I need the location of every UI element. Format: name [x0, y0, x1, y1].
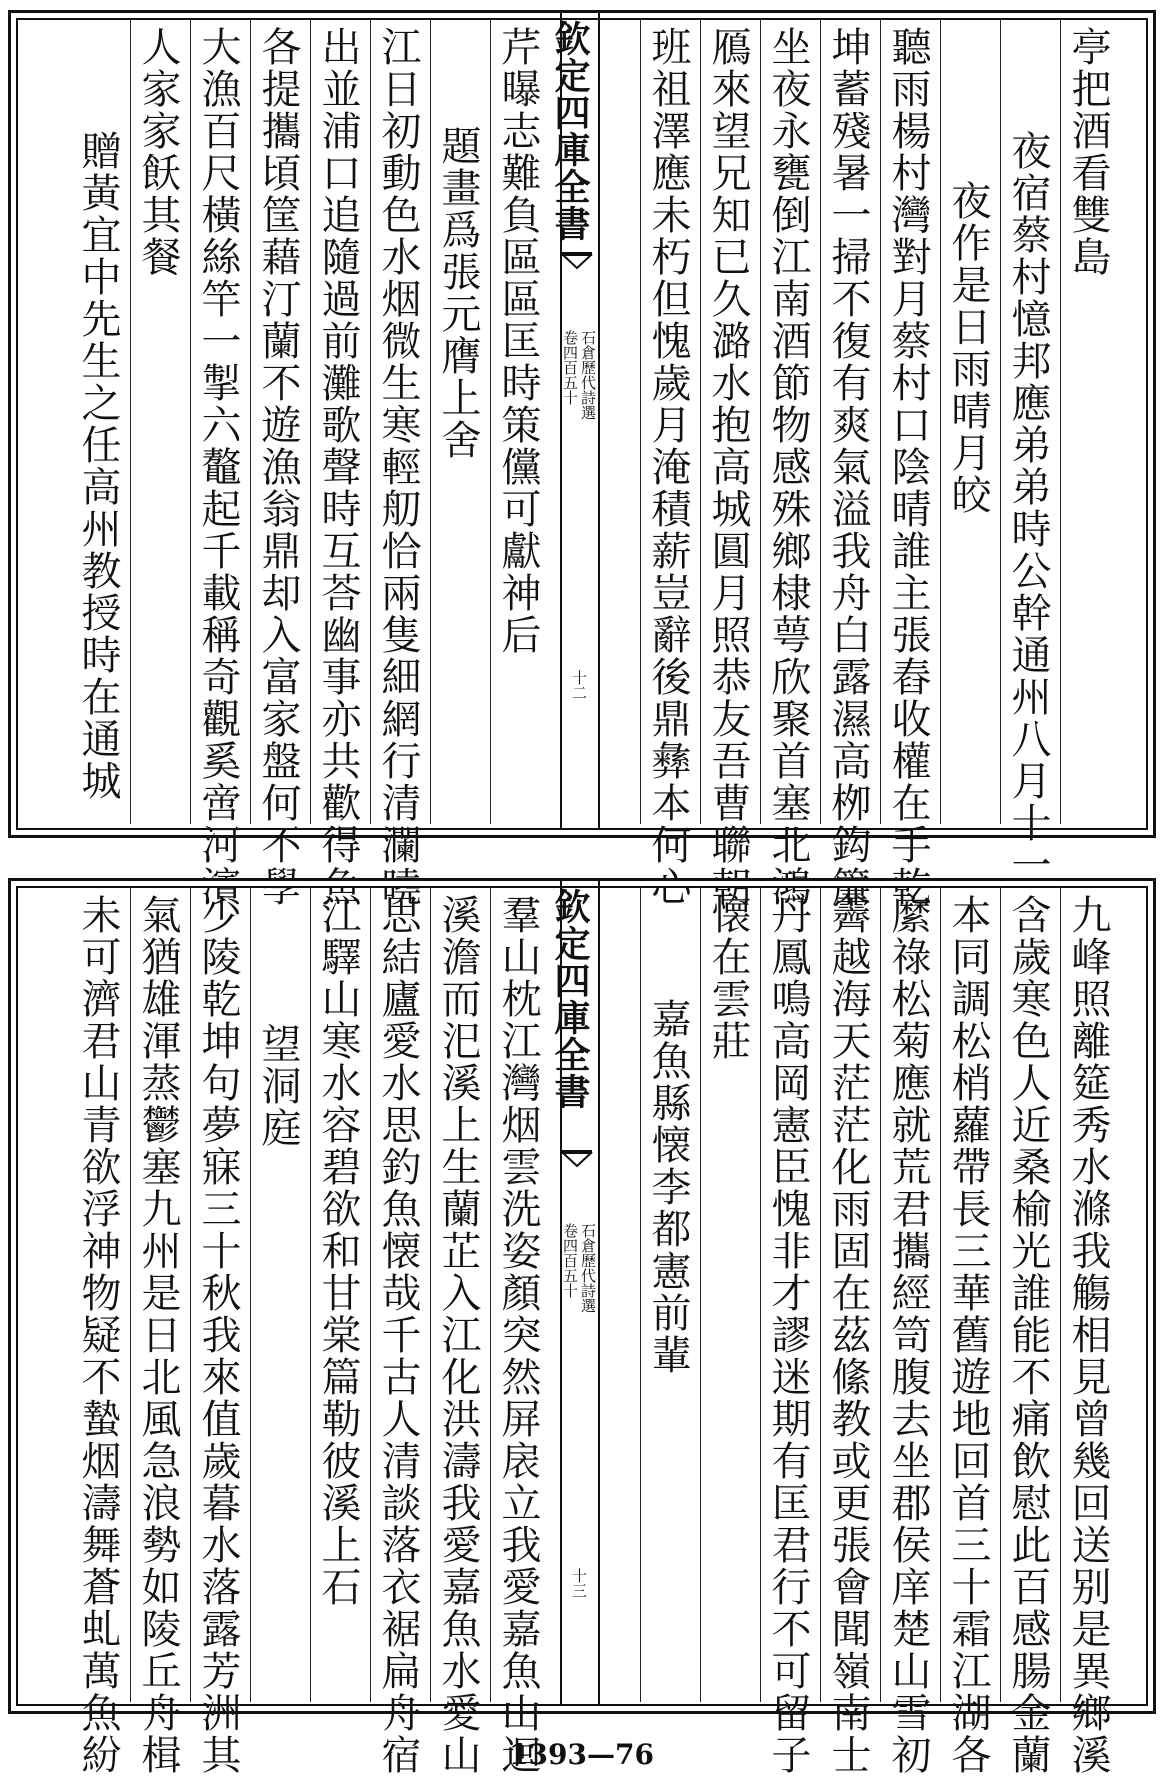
top-rule — [1000, 18, 1001, 824]
top-col-11: 出並浦口追隨過前灘歌聲時互荅幽事亦共歡得魚 — [315, 26, 361, 908]
top-rule — [700, 18, 701, 824]
bottom-col-0: 九峰照離筵秀水滌我觴相見曾幾回送别是異鄉溪 — [1065, 894, 1111, 1776]
bottom-rule — [190, 886, 191, 1702]
bottom-col-1: 含歲寒色人近桑榆光誰能不痛飲慰此百感腸金蘭 — [1005, 894, 1051, 1776]
top-col-15: 贈黃宜中先生之任高州教授時在通城 — [75, 130, 121, 802]
top-rule — [430, 18, 431, 824]
top-spine-page-number: 十二 — [570, 670, 588, 700]
top-rule — [250, 18, 251, 824]
top-rule — [310, 18, 311, 824]
bottom-col-10: 思結廬愛水思釣魚懐哉千古人清談落衣裾扁舟宿 — [375, 894, 421, 1776]
top-col-3: 聽雨楊村灣對月蔡村口陰晴誰主張舂收權在手乾 — [885, 26, 931, 908]
bottom-col-11: 江驛山寒水容碧欲和甘棠篇勒彼溪上石 — [315, 894, 361, 1608]
bottom-spine-page-number: 十三 — [570, 1568, 588, 1598]
bottom-rule — [310, 886, 311, 1702]
top-col-1: 夜宿蔡村憶邦應弟弟時公幹通州八月十一 — [1005, 130, 1051, 886]
top-col-5: 坐夜永甕倒江南酒節物感殊鄉棣萼欣聚首塞北鴻 — [765, 26, 811, 908]
top-rule — [940, 18, 941, 824]
top-col-6: 鴈來望兄知已久潞水抱高城圓月照恭友吾曹聯朝 — [705, 26, 751, 908]
bottom-spine-title: 欽定四庫全書 — [549, 888, 591, 1110]
bottom-rule — [1060, 886, 1061, 1702]
top-col-2: 夜作是日雨晴月皎 — [945, 180, 991, 516]
top-rule — [370, 18, 371, 824]
bottom-col-15: 未可濟君山青欲浮神物疑不蟄烟濤舞蒼虬萬魚紛 — [75, 894, 121, 1776]
bottom-col-4: 霽越海天茫茫化雨固在茲絛教或更張會聞嶺南士 — [825, 894, 871, 1776]
top-rule — [490, 18, 491, 824]
top-fish-tail-icon — [547, 252, 607, 270]
bottom-col-7: 嘉魚縣懐李都憲前輩 — [645, 998, 691, 1376]
top-rule — [640, 18, 641, 824]
bottom-col-14: 氣猶雄渾蒸鬱塞九州是日北風急浪勢如陵丘舟楫 — [135, 894, 181, 1776]
top-col-13: 大漁百尺橫絲竿一掣六鼇起千載稱奇觀奚啻河濱 — [195, 26, 241, 908]
top-col-14: 人家家飫其餐 — [135, 26, 181, 278]
bottom-spine-subtitle: 石倉歷代詩選 — [579, 1223, 597, 1313]
top-rule — [880, 18, 881, 824]
bottom-col-2: 本同調松梢蘿帶長三華舊遊地回首三十霜江湖各 — [945, 894, 991, 1776]
bottom-rule — [700, 886, 701, 1702]
bottom-rule — [940, 886, 941, 1702]
bottom-rule — [880, 886, 881, 1702]
top-rule — [130, 18, 131, 824]
top-rule — [760, 18, 761, 824]
bottom-rule — [640, 886, 641, 1702]
bottom-rule — [490, 886, 491, 1702]
top-rule — [820, 18, 821, 824]
bottom-col-3: 縻祿松菊應就荒君攜經笥腹去坐郡侯庠楚山雪初 — [885, 894, 931, 1776]
top-col-10: 江日初動色水烟微生寒輕舠恰兩隻細網行清瀾曉 — [375, 26, 421, 908]
top-col-12: 各提攜頃筐藉汀蘭不遊漁翁鼎却入富家盤何不學 — [255, 26, 301, 908]
bottom-rule — [1000, 886, 1001, 1702]
top-rule — [1060, 18, 1061, 824]
bottom-rule — [760, 886, 761, 1702]
bottom-fish-tail-icon — [547, 1150, 607, 1168]
top-spine-volume: 卷四百五十 — [561, 330, 579, 405]
bottom-rule — [370, 886, 371, 1702]
bottom-rule — [130, 886, 131, 1702]
top-spine-subtitle: 石倉歷代詩選 — [579, 330, 597, 420]
bottom-col-9: 溪澹而汜溪上生蘭芷入江化洪濤我愛嘉魚水愛山 — [435, 894, 481, 1776]
top-col-0: 亭把酒看雙島 — [1065, 26, 1111, 278]
bottom-col-5: 丹鳳鳴高岡憲臣愧非才謬迷期有匡君行不可留子 — [765, 894, 811, 1776]
bottom-spine-volume: 卷四百五十 — [561, 1223, 579, 1298]
top-rule — [190, 18, 191, 824]
bottom-rule — [250, 886, 251, 1702]
top-col-9: 題畫爲張元膺上舍 — [435, 125, 481, 461]
footer-page-id: 1393—76 — [509, 1738, 654, 1771]
bottom-col-6: 懐在雲莊 — [705, 894, 751, 1062]
top-spine-title: 欽定四庫全書 — [549, 20, 591, 242]
bottom-rule — [430, 886, 431, 1702]
bottom-rule — [820, 886, 821, 1702]
bottom-col-12: 望洞庭 — [255, 1023, 301, 1149]
top-col-4: 坤蓄殘暑一掃不復有爽氣溢我舟白露濕高栁鈎簾 — [825, 26, 871, 908]
top-col-7: 班祖澤應未朽但愧歲月淹積薪豈辭後鼎彝本何心 — [645, 26, 691, 908]
bottom-col-13: 少陵乾坤句夢寐三十秋我來值歲暮水落露芳洲其 — [195, 894, 241, 1776]
top-col-8: 芹曝志難負區區匡時策儻可獻神后 — [495, 26, 541, 656]
bottom-col-8: 羣山枕江灣烟雲洗姿顏突然屏扆立我愛嘉魚山迴 — [495, 894, 541, 1776]
